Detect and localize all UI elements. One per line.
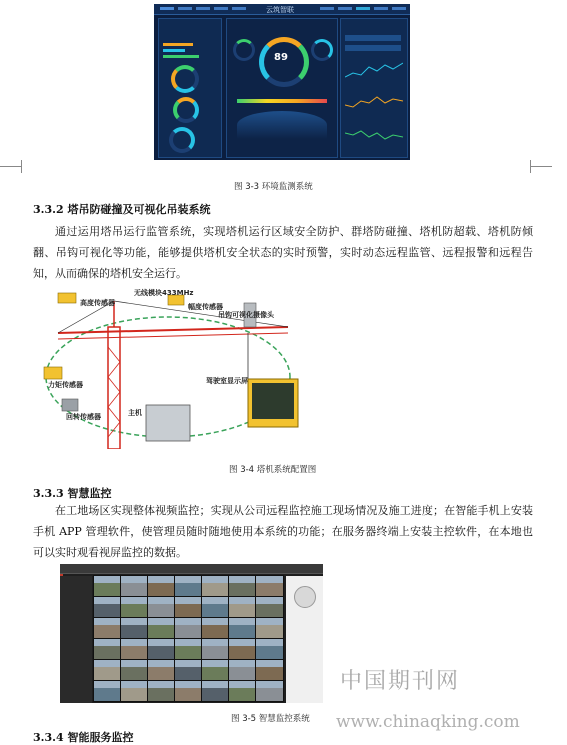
camera-feed-tile[interactable] — [121, 681, 148, 701]
camera-feed-tile[interactable] — [202, 660, 229, 680]
section-paragraph: 在工地场区实现整体视频监控；实现从公司远程监控施工现场情况及施工进度；在智能手机上安装手机 APP 管理软件，使管理员随时随地使用本系统的功能；在服务器终端上安装主控软件，在本地也可以实时观看视屏监控的数据。 — [33, 504, 533, 559]
camera-feed-tile[interactable] — [94, 576, 121, 596]
center-panel — [226, 18, 338, 158]
host-box — [146, 405, 190, 441]
label-wireless-module: 无线模块433MHz — [134, 289, 194, 297]
site-graphic — [237, 111, 327, 139]
camera-feed-tile[interactable] — [256, 576, 283, 596]
label-height-sensor: 高度传感器 — [80, 299, 115, 307]
camera-feed-tile[interactable] — [121, 576, 148, 596]
camera-feed-tile[interactable] — [148, 576, 175, 596]
figure-caption: 图 3-4 塔机系统配置图 — [229, 465, 317, 475]
nav-tab — [232, 7, 246, 10]
camera-feed-tile[interactable] — [229, 639, 256, 659]
camera-feed-tile[interactable] — [256, 618, 283, 638]
camera-feed-tile[interactable] — [148, 618, 175, 638]
camera-feed-tile[interactable] — [94, 639, 121, 659]
camera-feed-tile[interactable] — [229, 597, 256, 617]
camera-feed-tile[interactable] — [175, 618, 202, 638]
camera-feed-tile[interactable] — [256, 681, 283, 701]
nav-tab — [338, 7, 352, 10]
camera-feed-tile[interactable] — [229, 576, 256, 596]
label-force-sensor: 力矩传感器 — [48, 381, 83, 389]
figure-caption: 图 3-5 智慧监控系统 — [231, 714, 310, 724]
label-slew-sensor: 回转传感器 — [66, 413, 101, 421]
camera-feed-tile[interactable] — [94, 618, 121, 638]
camera-feed-tile[interactable] — [121, 639, 148, 659]
line-chart — [345, 59, 403, 83]
label-host: 主机 — [128, 409, 142, 417]
label-amplitude-sensor: 幅度传感器 — [188, 303, 223, 311]
section-heading: 3.3.3 智慧监控 — [33, 487, 112, 500]
surveillance-figure — [60, 564, 323, 703]
camera-feed-tile[interactable] — [229, 618, 256, 638]
sensor-box — [58, 293, 76, 303]
watermark-cn: 中国期刊网 — [340, 669, 461, 694]
crane-diagram — [38, 287, 300, 449]
camera-feed-tile[interactable] — [229, 660, 256, 680]
surveillance-titlebar — [60, 564, 323, 574]
nav-tab — [196, 7, 210, 10]
sensor-box — [62, 399, 78, 411]
mini-gauge — [311, 39, 333, 61]
camera-feed-tile[interactable] — [256, 660, 283, 680]
label-cab-display: 驾驶室显示屏 — [206, 377, 248, 385]
label-hook-camera: 吊钩可视化摄像头 — [218, 311, 274, 319]
corner-mark-right-v — [530, 160, 531, 173]
watermark-url: www.chinaqking.com — [336, 712, 520, 732]
environment-dashboard-figure — [154, 4, 410, 160]
nav-tab — [160, 7, 174, 10]
camera-feed-tile[interactable] — [256, 597, 283, 617]
nav-tab — [392, 7, 406, 10]
camera-feed-tile[interactable] — [175, 576, 202, 596]
line-chart — [345, 123, 403, 147]
nav-tab — [374, 7, 388, 10]
camera-feed-tile[interactable] — [202, 618, 229, 638]
camera-feed-tile[interactable] — [94, 597, 121, 617]
camera-feed-tile[interactable] — [175, 660, 202, 680]
tower-crane-figure — [38, 287, 300, 449]
dashboard-brand: 云筑智联 — [266, 6, 294, 14]
ptz-control-panel — [286, 576, 323, 703]
camera-feed-tile[interactable] — [202, 597, 229, 617]
camera-feed-tile[interactable] — [148, 597, 175, 617]
section-heading: 3.3.2 塔吊防碰撞及可视化吊装系统 — [33, 203, 211, 216]
donut-chart — [169, 127, 195, 153]
ptz-dial[interactable] — [294, 586, 316, 608]
corner-mark-left-v — [21, 160, 22, 173]
section-heading: 3.3.4 智能服务监控 — [33, 731, 134, 744]
nav-tab — [178, 7, 192, 10]
camera-feed-tile[interactable] — [121, 618, 148, 638]
corner-mark-right-h — [530, 166, 552, 167]
camera-list-panel — [60, 576, 92, 703]
figure-caption: 图 3-3 环境监测系统 — [234, 182, 313, 192]
camera-feed-tile[interactable] — [148, 639, 175, 659]
camera-feed-tile[interactable] — [148, 660, 175, 680]
line-chart — [345, 91, 403, 115]
nav-tab — [320, 7, 334, 10]
stat-bar — [163, 49, 185, 52]
nav-tab — [214, 7, 228, 10]
donut-chart — [171, 65, 199, 93]
stat-bar — [163, 55, 199, 58]
camera-feed-tile[interactable] — [94, 681, 121, 701]
stat-bar — [163, 43, 193, 46]
camera-feed-tile[interactable] — [229, 681, 256, 701]
camera-feed-tile[interactable] — [175, 597, 202, 617]
right-panel — [340, 18, 408, 158]
camera-feed-tile[interactable] — [121, 597, 148, 617]
camera-feed-tile[interactable] — [202, 639, 229, 659]
left-panel — [158, 18, 222, 158]
donut-chart — [173, 97, 199, 123]
info-row — [345, 35, 401, 41]
camera-feed-tile[interactable] — [202, 576, 229, 596]
camera-feed-tile[interactable] — [202, 681, 229, 701]
level-scale — [237, 99, 327, 103]
nav-tab — [356, 7, 370, 10]
camera-grid — [94, 576, 284, 701]
camera-feed-tile[interactable] — [256, 639, 283, 659]
camera-feed-tile[interactable] — [175, 639, 202, 659]
aqi-value: 89 — [274, 52, 288, 63]
section-paragraph: 通过运用塔吊运行监管系统，实现塔机运行区域安全防护、群塔防碰撞、塔机防超载、塔机防倾翻、吊钩可视化等功能，能够提供塔机安全状态的实时预警，实时动态远程监管、远程报警和远程告知，从而确保的塔机安全运行。 — [33, 225, 533, 280]
camera-feed-tile[interactable] — [148, 681, 175, 701]
mini-gauge — [233, 39, 255, 61]
cab-screen — [252, 383, 294, 419]
camera-feed-tile[interactable] — [175, 681, 202, 701]
info-row — [345, 45, 401, 51]
camera-feed-tile[interactable] — [94, 660, 121, 680]
corner-mark-left-h — [0, 166, 21, 167]
camera-feed-tile[interactable] — [121, 660, 148, 680]
sensor-box — [44, 367, 62, 379]
